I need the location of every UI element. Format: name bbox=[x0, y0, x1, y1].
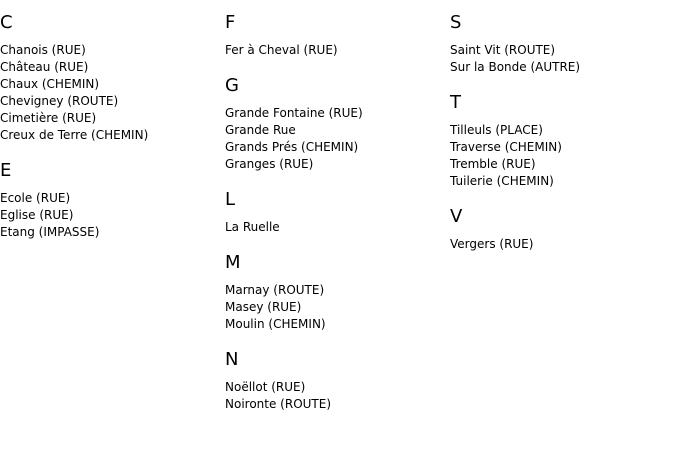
street-list bbox=[225, 105, 445, 173]
street-link[interactable]: Noironte (ROUTE) bbox=[225, 397, 332, 411]
letter-heading: V bbox=[450, 206, 463, 227]
letter-heading: E bbox=[0, 160, 12, 181]
street-link[interactable]: Cimetière (RUE) bbox=[0, 111, 97, 125]
letter-heading: M bbox=[225, 252, 241, 273]
street-link[interactable]: Sur la Bonde (AUTRE) bbox=[450, 60, 581, 74]
letter-heading: S bbox=[450, 12, 462, 33]
street-link[interactable]: Eglise (RUE) bbox=[0, 208, 74, 222]
letter-heading: C bbox=[0, 12, 13, 33]
letter-heading: F bbox=[225, 12, 236, 33]
letter-group bbox=[0, 160, 220, 241]
street-list bbox=[0, 190, 220, 241]
letter-group bbox=[225, 12, 445, 59]
street-list bbox=[225, 379, 445, 413]
letter-group bbox=[225, 75, 445, 173]
street-list bbox=[225, 282, 445, 333]
letter-heading: L bbox=[225, 189, 236, 210]
street-link[interactable]: Etang (IMPASSE) bbox=[0, 225, 100, 239]
street-link[interactable]: Fer à Cheval (RUE) bbox=[225, 43, 338, 57]
street-link[interactable]: Grande Rue bbox=[225, 123, 296, 137]
letter-group bbox=[225, 252, 445, 333]
street-list bbox=[225, 42, 445, 59]
street-link[interactable]: Traverse (CHEMIN) bbox=[450, 140, 562, 154]
letter-group bbox=[225, 349, 445, 413]
street-link[interactable]: Château (RUE) bbox=[0, 60, 89, 74]
street-link[interactable]: Noëllot (RUE) bbox=[225, 380, 306, 394]
street-list bbox=[450, 42, 670, 76]
street-link[interactable]: Grands Prés (CHEMIN) bbox=[225, 140, 359, 154]
street-column bbox=[225, 12, 445, 429]
street-link[interactable]: Marnay (ROUTE) bbox=[225, 283, 325, 297]
street-link[interactable]: Grande Fontaine (RUE) bbox=[225, 106, 363, 120]
street-link[interactable]: Vergers (RUE) bbox=[450, 237, 534, 251]
street-link[interactable]: Chevigney (ROUTE) bbox=[0, 94, 119, 108]
street-column bbox=[450, 12, 670, 269]
letter-group bbox=[450, 206, 670, 253]
street-link[interactable]: Chaux (CHEMIN) bbox=[0, 77, 100, 91]
street-link[interactable]: Creux de Terre (CHEMIN) bbox=[0, 128, 149, 142]
letter-group bbox=[450, 12, 670, 76]
street-link[interactable]: Moulin (CHEMIN) bbox=[225, 317, 326, 331]
letter-heading: T bbox=[450, 92, 461, 113]
street-link[interactable]: Masey (RUE) bbox=[225, 300, 302, 314]
street-column bbox=[0, 12, 220, 257]
street-link[interactable]: Tremble (RUE) bbox=[450, 157, 536, 171]
letter-heading: G bbox=[225, 75, 239, 96]
street-list bbox=[450, 236, 670, 253]
street-link[interactable]: La Ruelle bbox=[225, 220, 280, 234]
street-link[interactable]: Granges (RUE) bbox=[225, 157, 314, 171]
street-list bbox=[225, 219, 445, 236]
letter-group bbox=[225, 189, 445, 236]
street-link[interactable]: Tuilerie (CHEMIN) bbox=[450, 174, 554, 188]
street-link[interactable]: Chanois (RUE) bbox=[0, 43, 86, 57]
street-list bbox=[450, 122, 670, 190]
street-link[interactable]: Ecole (RUE) bbox=[0, 191, 71, 205]
street-link[interactable]: Saint Vit (ROUTE) bbox=[450, 43, 556, 57]
letter-heading: N bbox=[225, 349, 239, 370]
street-link[interactable]: Tilleuls (PLACE) bbox=[450, 123, 543, 137]
street-list bbox=[0, 42, 220, 144]
letter-group bbox=[0, 12, 220, 144]
letter-group bbox=[450, 92, 670, 190]
